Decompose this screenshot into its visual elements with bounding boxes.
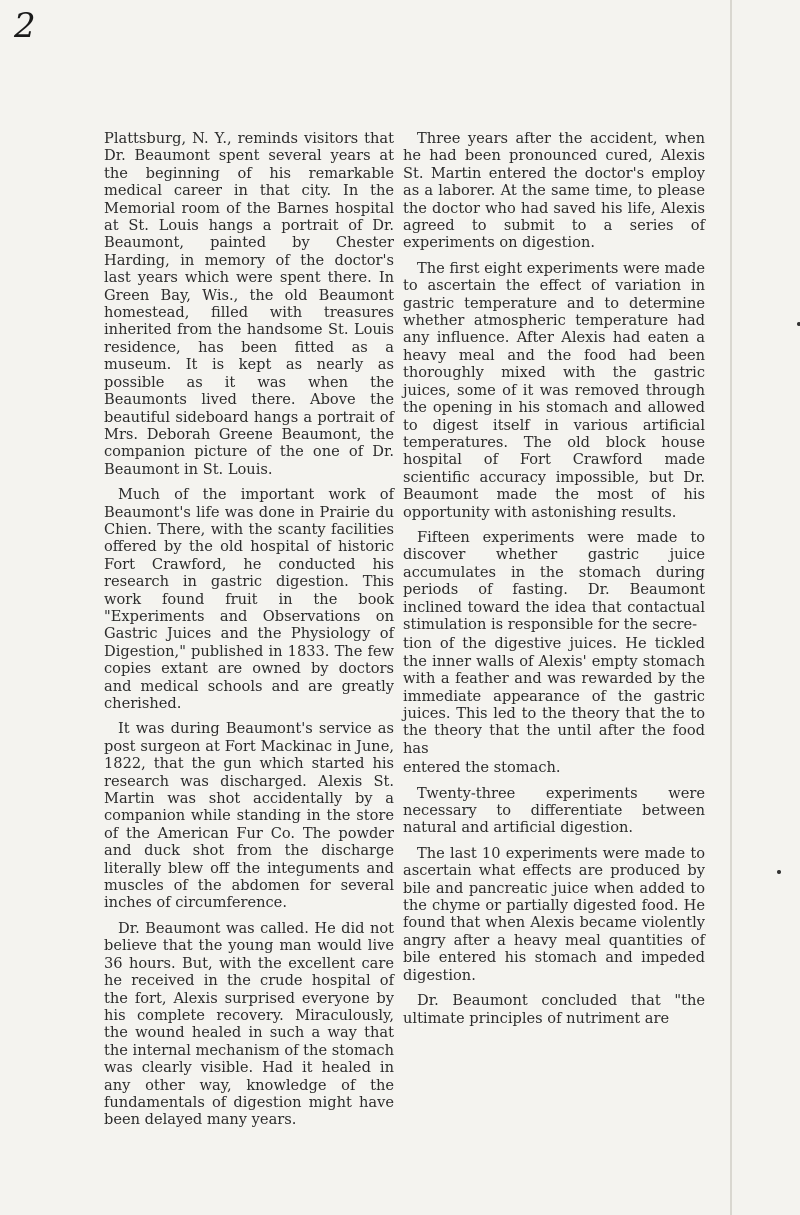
- left-column: [104, 130, 394, 1137]
- right-column: [403, 130, 705, 1035]
- paragraph: The last 10 experiments were made to ascertain what effects are produced by bile and pancreatic juice when added to the chyme or partially digested food. He found that when Alexis became violently angry after a heavy meal quantities of bile entered his stomach and impeded digestion.: [403, 844, 705, 984]
- paragraph: Fifteen experiments were made to discover whether gastric juice accumulates in the stomach during periods of fasting. Dr. Beaumont inclined toward the idea that contactual stimulation is responsible for the secre-: [403, 528, 705, 633]
- paragraph: entered the stomach.: [403, 759, 561, 777]
- page-edge-line: [730, 0, 732, 1215]
- paragraph: Twenty-three experiments were necessary to differentiate between natural and artificial digestion.: [403, 784, 705, 837]
- wrapped-paragraph: tion of the digestive juices. He tickled the inner walls of Alexis' empty stomach with a feather and was rewarded by the immediate appearance of the gastric juices. This led to the theory that the to the theory that the until after the food has: [403, 635, 705, 757]
- paragraph: Much of the important work of Beaumont's life was done in Prairie du Chien. There, with the scanty facilities offered by the old hospital of historic Fort Crawford, he conducted his research in gastric digestion. This work found fruit in the book "Experiments and Observations on Gastric Juices and the Physiology of Digestion," published in 1833. The few copies extant are owned by doctors and medical schools and are greatly cherished.: [104, 486, 394, 712]
- paragraph: Three years after the accident, when he had been pronounced cured, Alexis St. Martin entered the doctor's employ as a laborer. At the same time, to please the doctor who had saved his life, Alexis agreed to submit to a series of experiments on digestion.: [403, 130, 705, 252]
- paragraph: Dr. Beaumont was called. He did not believe that the young man would live 36 hours. But, with the excellent care he received in the crude hospital of the fort, Alexis surprised everyone by his complete recovery. Miraculously, the wound healed in such a way that the internal mechanism of the stomach was clearly visible. Had it healed in any other way, knowledge of the fundamentals of digestion might have been delayed many years.: [104, 919, 394, 1129]
- paragraph: Plattsburg, N. Y., reminds visitors that Dr. Beaumont spent several years at the beginning of his remarkable medical career in that city. In the Memorial room of the Barnes hospital at St. Louis hangs a portrait of Dr. Beaumont, painted by Chester Harding, in memory of the doctor's last years which were spent there. In Green Bay, Wis., the old Beaumont homestead, filled with treasures inherited from the handsome St. Louis residence, has been fitted as a museum. It is kept as nearly as possible as it was when the Beaumonts lived there. Above the beautiful sideboard hangs a portrait of Mrs. Deborah Greene Beaumont, the companion picture of the one of Dr. Beaumont in St. Louis.: [104, 130, 394, 478]
- paragraph: The first eight experiments were made to ascertain the effect of variation in gastric temperature and to determine whether atmospheric temperature had any influence. After Alexis had eaten a heavy meal and the food had been thoroughly mixed with the gastric juices, some of it was removed through the opening in his stomach and allowed to digest itself in various artificial temperatures. The old block house hospital of Fort Crawford made scientific accuracy impossible, but Dr. Beaumont made the most of his opportunity with astonishing results.: [403, 259, 705, 521]
- margin-mark: [777, 870, 781, 874]
- paragraph: Dr. Beaumont concluded that "the ultimate principles of nutriment are: [403, 992, 705, 1027]
- paragraph: It was during Beaumont's service as post surgeon at Fort Mackinac in June, 1822, that the gun which started his research was discharged. Alexis St. Martin was shot accidentally by a companion while standing in the store of the American Fur Co. The powder and duck shot from the discharge literally blew off the integuments and muscles of the abdomen for several inches of circumference.: [104, 720, 394, 912]
- page-number: 2: [14, 6, 36, 46]
